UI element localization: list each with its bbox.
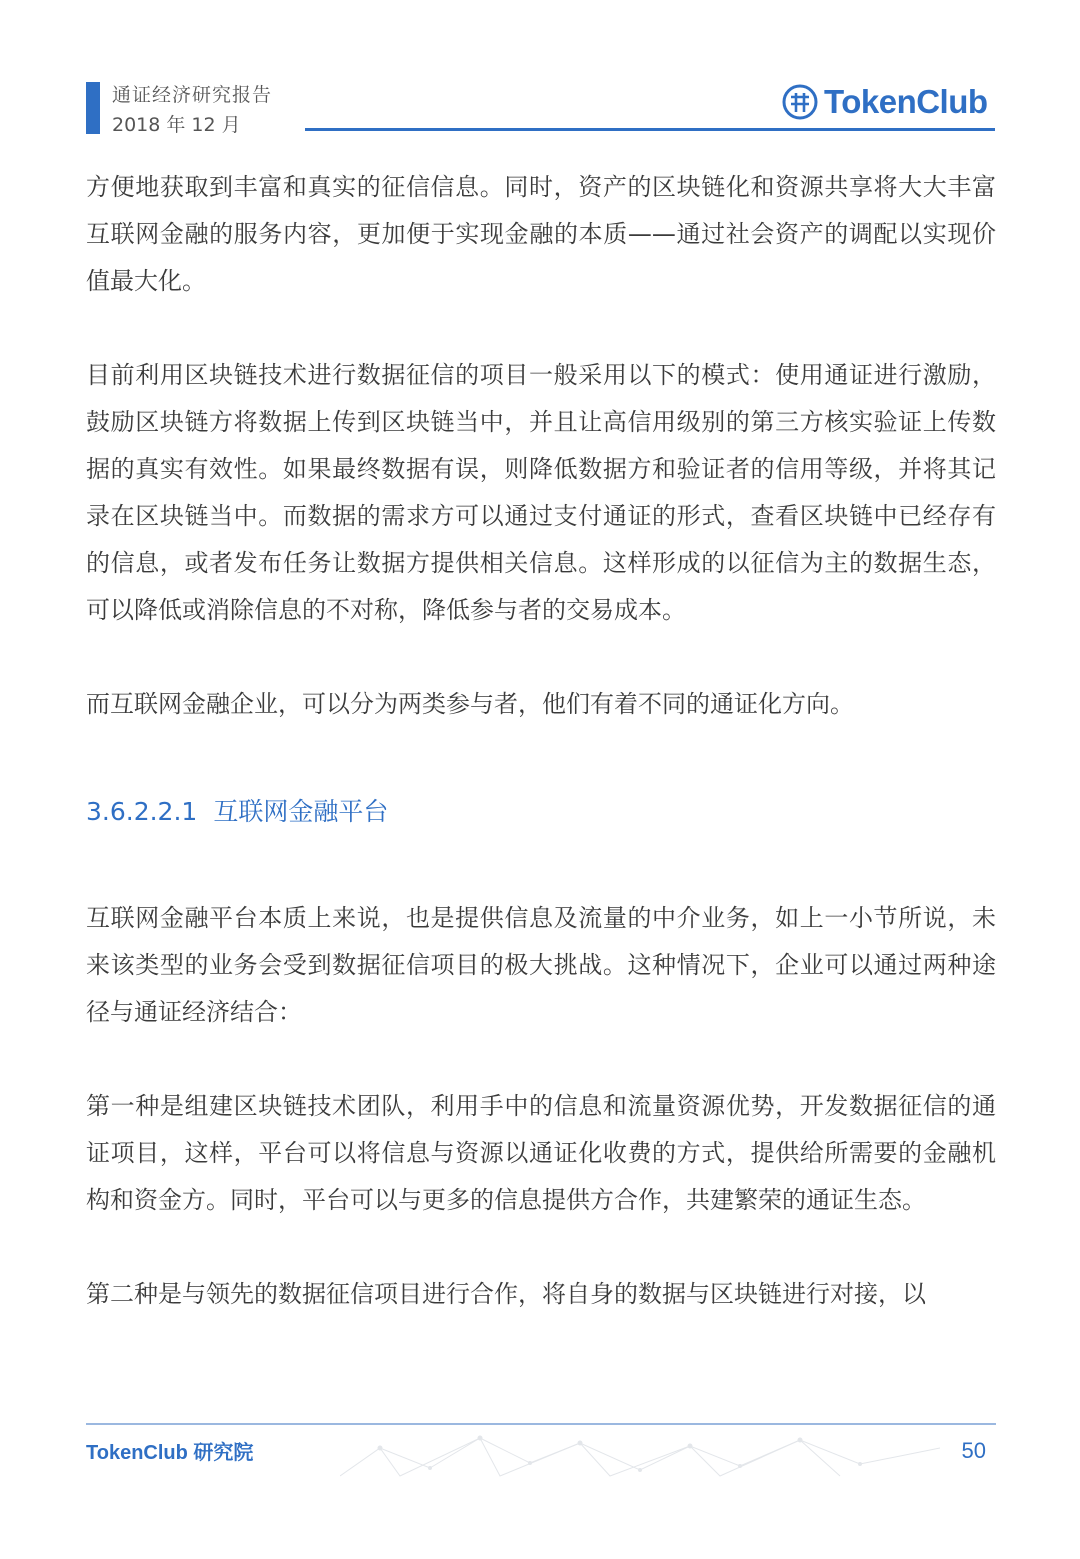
network-decoration-icon (340, 1428, 940, 1478)
paragraph: 而互联网金融企业，可以分为两类参与者，他们有着不同的通证化方向。 (86, 690, 854, 718)
page-number: 50 (961, 1438, 986, 1463)
tokenclub-logo-icon (782, 84, 818, 120)
section-number: 3.6.2.2.1 (86, 797, 198, 826)
page-body (86, 164, 996, 1318)
report-date: 2018 年 12 月 (112, 114, 241, 136)
paragraph: 目前利用区块链技术进行数据征信的项目一般采用以下的模式：使用通证进行激励，鼓励区块链方将数据上传到区块链当中，并且让高信用级别的第三方核实验证上传数据的真实有效性。如果最终数据有误，则降低数据方和验证者的信用等级，并将其记录在区块链当中。而数据的需求方可以通过支付通证的形式，查看区块链中已经存有的信息，或者发布任务让数据方提供相关信息。这样形成的以征信为主的数据生态，可以降低或消除信息的不对称，降低参与者的交易成本。 (86, 361, 996, 624)
brand-name: TokenClub (824, 83, 988, 120)
header-divider (305, 128, 995, 131)
footer-divider (86, 1423, 996, 1425)
paragraph: 互联网金融平台本质上来说，也是提供信息及流量的中介业务，如上一小节所说，未来该类型的业务会受到数据征信项目的极大挑战。这种情况下，企业可以通过两种途径与通证经济结合： (86, 904, 996, 1026)
section-heading (86, 788, 996, 835)
brand-logo (782, 82, 988, 122)
section-title: 互联网金融平台 (213, 797, 389, 826)
footer-organization: TokenClub 研究院 (86, 1442, 254, 1464)
report-title: 通证经济研究报告 (112, 84, 273, 106)
paragraph: 方便地获取到丰富和真实的征信信息。同时，资产的区块链化和资源共享将大大丰富互联网金融的服务内容，更加便于实现金融的本质——通过社会资产的调配以实现价值最大化。 (86, 173, 996, 295)
paragraph: 第二种是与领先的数据征信项目进行合作，将自身的数据与区块链进行对接，以 (86, 1280, 926, 1308)
paragraph: 第一种是组建区块链技术团队，利用手中的信息和流量资源优势，开发数据征信的通证项目，这样，平台可以将信息与资源以通证化收费的方式，提供给所需要的金融机构和资金方。同时，平台可以与更多的信息提供方合作，共建繁荣的通证生态。 (86, 1092, 996, 1214)
header-accent-bar (86, 82, 100, 134)
